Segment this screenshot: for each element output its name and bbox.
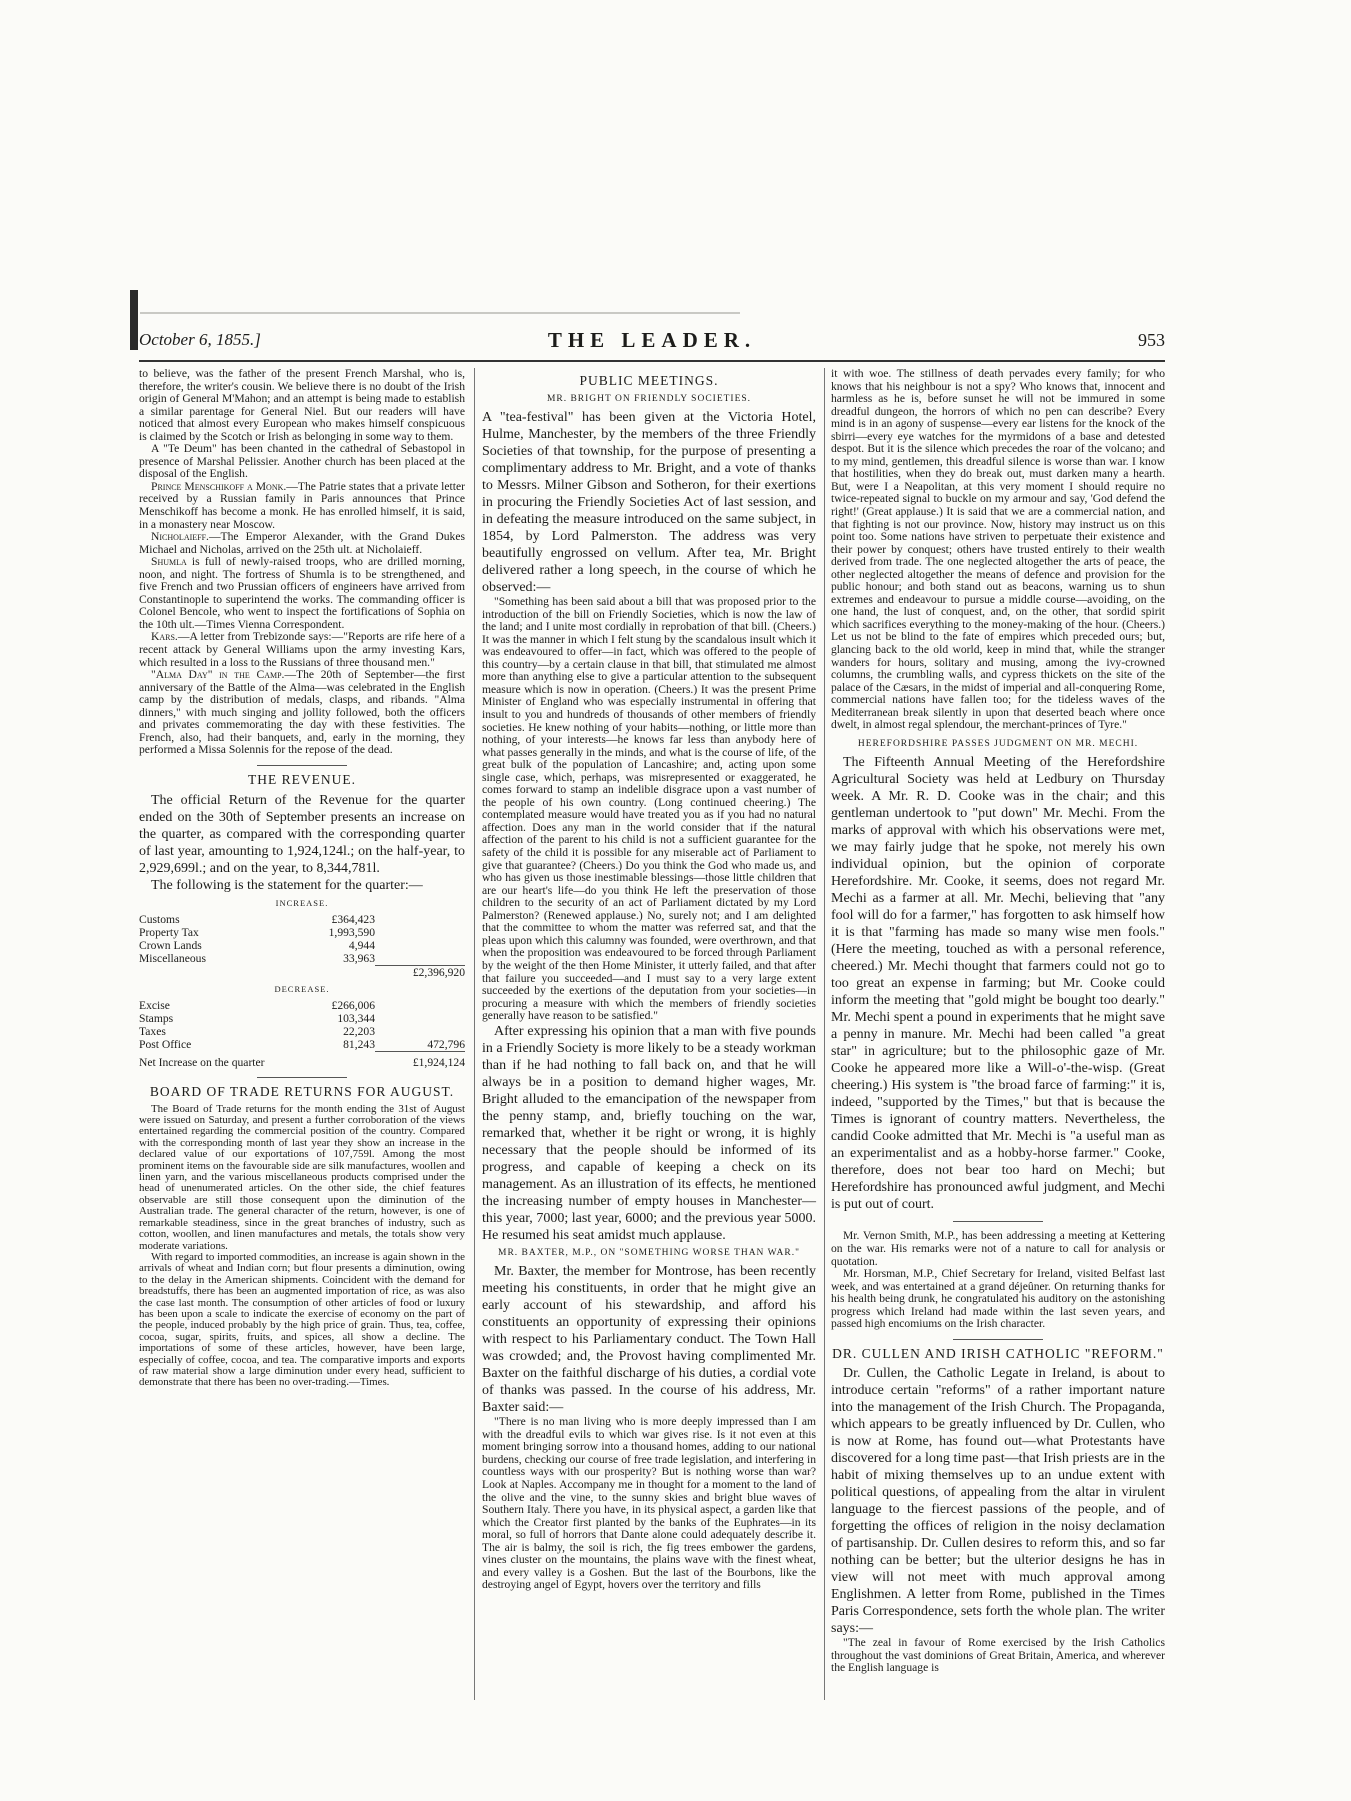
increase-total: £2,396,920	[375, 965, 465, 979]
net-label: Net Increase on the quarter	[139, 1055, 265, 1069]
column-2	[482, 368, 816, 1592]
paragraph: Mr. Vernon Smith, M.P., has been addressing a meeting at Kettering on the war. His remarks were not of a nature to call for analysis or quotation.	[831, 1229, 1165, 1268]
section-divider	[257, 1077, 347, 1078]
decrease-table	[139, 999, 465, 1069]
column-1	[139, 368, 465, 1389]
page-header	[139, 330, 1165, 356]
paragraph-lead: "Alma Day" in the Camp.	[151, 668, 285, 682]
paragraph: "Something has been said about a bill that was proposed prior to the introduction of the bill on Friendly Societies, which is now the law of the land; and I unite most cordially in reprobation of that bill. (Cheers.) It was the manner in which I felt stung by the scandalous insult which it was endeavoured to offer—in fact, which was offered to the people of this country—by a certain clause in that bill, that stimulated me almost more than anything else to give a particular attention to the subsequent measure which is now in operation. (Cheers.) It was the present Prime Minister of England who was especially instrumental in offering that insult to you and hundreds of thousands of other members of friendly societies. He knew nothing of your habits—nothing, or little more than nothing, of your interests—he knows far less than anybody here of what passes generally in the minds, and what is the course of life, of the great bulk of the population of Lancashire; and, acting upon some single case, which, perhaps, was misrepresented or exaggerated, he comes forward to stamp an indelible disgrace upon a vast number of the people of his own country. (Long continued cheering.) The contemplated measure would have treated you as if you had no natural affection. Does any man in the world consider that if the natural affection of the parent to his child is not a sufficient guarantee for the safety of the child it is possible for any miserable act of Parliament to give that guarantee? (Cheers.) Do you think the God who made us, and who has given us those inestimable blessings—those little children that are our heart's life—do you think He left the preservation of those children to the security of an act of Parliament dictated by my Lord Palmerston? (Renewed applause.) No, surely not; and I am delighted that the committee to whom the matter was referred sat, and that the pleas upon which this calumny was founded, were overthrown, and that when the proposition was endeavoured to be forced through Parliament by the weight of the then Home Minister, it utterly failed, and that after that failure you succeeded—and I must say to a very large extent succeeded by the exertions of the deputation from your societies—in procuring a measure with which the members of friendly societies generally have reason to be satisfied."	[482, 595, 816, 1023]
increase-table	[139, 913, 465, 979]
paragraph: it with woe. The stillness of death pervades every family; for who knows that his neighbour is not a spy? Who knows that, innocent and harmless as he is, before sunset he will not be immured in some dreadful dungeon, the horrors of which no pen can describe? Every mind is in an agony of suspense—every ear listens for the knock of the sbirri—every eye watches for the myrmidons of a base and detested despot. But it is the silence which precedes the roar of the volcano; and to my mind, gentlemen, this dreadful silence is worse than war. I know that hostilities, when they do break out, must darken many a hearth. But, were I a Neapolitan, at this very moment I should require no twice-repeated signal to buckle on my armour and say, 'God defend the right!' (Great applause.) It is said that we are a commercial nation, and that fighting is not our province. Now, history may instruct us on this point too. Some nations have striven to perpetuate their existence and their power by conquest; others have trusted entirely to their wealth derived from trade. The one neglected altogether the arts of peace, the other neglected altogether the means of defence and provision for the public honour; and both stand out as beacons, warning us to shun extremes and endeavour to pursue a middle course—avoiding, on the one hand, the lust of conquest, and, on the other, that sordid spirit which sacrifices everything to the money-making of the hour. (Cheers.) Let us not be blind to the fate of empires which preceded ours; but, glancing back to the old world, keep in mind that, while the stranger wanders for hours, solitary and musing, among the ivy-crowned columns, the crumbling walls, and cypress thickets on the site of the palace of the Cæsars, in the midst of imperial and all-conquering Rome, commercial nations have fallen too; for the tideless waves of the Mediterranean break silently in upon that deserted beach where once dwelt, in almost regal splendour, the merchant-princes of Tyre."	[831, 367, 1165, 732]
table-row: Taxes 22,203	[139, 1025, 375, 1039]
table-row: Customs £364,423	[139, 913, 375, 927]
paragraph: to believe, was the father of the present French Marshal, who is, therefore, the writer's cousin. We believe there is no doubt of the Irish origin of General M'Mahon; and an attempt is being made to establish a similar parentage for General Niel. But our readers will have noticed that almost every European who makes himself conspicuous is claimed by the Scotch or Irish as belonging in some way to them.	[139, 367, 465, 443]
paragraph: With regard to imported commodities, an increase is again shown in the arrivals of wheat and Indian corn; but flour presents a diminution, owing to the delay in the American shipments. Coincident with the demand for breadstuffs, there has been an augmented importation of rice, as was also the case last month. The consumption of other articles of food or luxury has been upon a scale to indicate the exercise of economy on the part of the people, induced probably by the high price of grain. Thus, tea, coffee, cocoa, sugar, spirits, fruits, and spices, all show a decline. The importations of some of these articles, however, have been large, especially of coffee, cocoa, and tea. The comparative imports and exports of raw material show a large diminution under every head, sufficient to demonstrate that there has been no over-trading.—Times.	[139, 1250, 465, 1389]
table-row: Excise £266,006	[139, 999, 375, 1013]
subhead: MR. BRIGHT ON FRIENDLY SOCIETIES.	[546, 393, 752, 404]
paragraph: The following is the statement for the quarter:—	[151, 877, 423, 893]
paragraph: The Fifteenth Annual Meeting of the Herefordshire Agricultural Society was held at Ledbury on Thursday week. A Mr. R. D. Cooke was in the chair; and this gentleman undertook to "put down" Mr. Mechi. From the marks of approval with which his observations were met, we may fairly judge that he spoke, not merely his own individual opinion, but the opinion of corporate Herefordshire. Mr. Cooke, it seems, does not regard Mr. Mechi as a farmer at all. Mr. Mechi, believing that "any fool will do for a farmer," has forgotten to ask himself how it is that "farming has made so many wise men fools." (Here the meeting, touched as with a personal reference, cheered.) Mr. Mechi thought that farmers could not go to too great an expense in farming; but Mr. Cooke could inform the meeting that "gold might be bought too dearly." Mr. Mechi spent a pound in experiments that he might save a penny in manure. Mr. Mechi had been called "a great star" in agriculture; but to the philosophic gaze of Mr. Cooke he appeared more like a Will-o'-the-wisp. (Great cheering.) His system is "the broad farce of farming:" it is, indeed, "supported by the Times," but that is because the Times is ignorant of country matters. Nevertheless, the candid Cooke admitted that Mr. Mechi is "a useful man as an experimentalist and as a hobby-horse farmer." Cooke, therefore, does not bear too hard on Mechi; but Herefordshire has pronounced awful judgment, and Mechi is put out of court.	[831, 755, 1165, 1213]
section-divider	[257, 765, 347, 766]
decrease-total: 472,796	[427, 1038, 465, 1052]
decrease-label: DECREASE.	[274, 983, 330, 994]
section-title-board-of-trade: BOARD OF TRADE RETURNS FOR AUGUST.	[149, 1084, 455, 1100]
section-title-dr-cullen: DR. CULLEN AND IRISH CATHOLIC "REFORM."	[832, 1345, 1164, 1361]
subhead: MR. BAXTER, M.P., ON "SOMETHING WORSE THAN WAR."	[498, 1247, 800, 1258]
paragraph-lead: Prince Menschikoff a Monk.	[151, 479, 287, 493]
masthead-title: THE LEADER.	[547, 328, 757, 352]
paragraph: The Board of Trade returns for the month ending the 31st of August were issued on Saturday, and present a further corroboration of the views entertained regarding the commercial position of the country. Compared with the corresponding month of last year they show an increase in the declared value of our exportations of 107,759l. Among the most prominent items on the favourable side are silk manufactures, woollen and linen yarn, and the various miscellaneous products comprised under the head of unenumerated articles. On the other side, the chief features observable are still those consequent upon the diminution of the Australian trade. The general character of the return, however, is one of remarkable steadiness, since in the great branches of industry, such as cotton, woollen, and linen manufactures and metals, the totals show very moderate variations.	[139, 1102, 465, 1252]
paragraph: A "tea-festival" has been given at the Victoria Hotel, Hulme, Manchester, by the members of the three Friendly Societies of that township, for the purpose of presenting a complimentary address to Mr. Bright, and a vote of thanks to Messrs. Milner Gibson and Sotheron, for their exertions in procuring the Friendly Societies Act of last session, and in defeating the measure introduced on the same subject, in 1854, by Lord Palmerston. The address was very beautifully engrossed on vellum. After tea, Mr. Bright delivered rather a long speech, in the course of which he observed:—	[482, 410, 816, 596]
table-row: Property Tax 1,993,590	[139, 926, 375, 940]
section-divider	[953, 1221, 1043, 1222]
page-number: 953	[1138, 330, 1165, 350]
table-row: Miscellaneous 33,963	[139, 952, 375, 966]
paragraph: Prince Menschikoff a Monk.—The Patrie states that a private letter received by a Russian family in Paris announces that Prince Menschikoff has become a monk. He has enrolled himself, it is said, in a monastery near Moscow.	[139, 479, 465, 531]
section-title-revenue: THE REVENUE.	[248, 771, 356, 787]
paragraph-lead: Kars.	[151, 630, 178, 644]
column-rule-1	[474, 368, 475, 1700]
header-rule	[139, 360, 1165, 362]
paragraph: Kars.—A letter from Trebizonde says:—"Reports are rife here of a recent attack by General Williams upon the army investing Kars, which resulted in a loss to the Russians of three thousand men."	[139, 630, 465, 669]
paragraph: "There is no man living who is more deeply impressed than I am with the dreadful evils to which war gives rise. Is it not even at this moment bringing sorrow into a thousand homes, adding to our national burdens, checking our course of free trade legislation, and interfering in countless ways with our prosperity? But is nothing worse than war? Look at Naples. Accompany me in thought for a moment to the land of the olive and the vine, to the sunny skies and bright blue waves of Southern Italy. There you have, in its physical aspect, a garden like that which the Creator first planted by the banks of the Euphrates—in its moral, so full of horrors that Dante alone could adequately describe it. The air is balmy, the soil is rich, the fig trees embower the gardens, vines cluster on the mountains, the plains wave with the finest wheat, and every valley is a Goshen. But the last of the Bourbons, like the destroying angel of Egypt, hovers over the territory and fills	[482, 1415, 816, 1592]
section-divider	[953, 1339, 1043, 1340]
table-row	[139, 965, 465, 979]
column-rule-2	[824, 368, 825, 1700]
paragraph-lead: Nicholaieff.	[151, 530, 209, 544]
paragraph: Mr. Baxter, the member for Montrose, has been recently meeting his constituents, in order that he might give an early account of his stewardship, and afford his constituents an opportunity of expressing their opinions with respect to his Parliamentary conduct. The Town Hall was crowded; and, the Provost having complimented Mr. Baxter on the faithful discharge of his duties, a cordial vote of thanks was passed. In the course of his address, Mr. Baxter said:—	[482, 1264, 816, 1416]
paragraph: Dr. Cullen, the Catholic Legate in Ireland, is about to introduce certain "reforms" of a rather important nature into the management of the Irish Church. The Propaganda, which appears to be greatly influenced by Dr. Cullen, who is now at Rome, has found out—what Protestants have discovered for a long time past—that Irish priests are in the habit of mixing themselves up to an undue extent with political questions, of appealing from the altar in virulent language to the fiercest passions of the people, and of forgetting the offices of religion in the noisy declamation of partisanship. Dr. Cullen desires to reform this, and so far nothing can be better; but the ulterior designs he has in view will not meet with much approval among Englishmen. A letter from Rome, published in the Times Paris Correspondence, sets forth the whole plan. The writer says:—	[831, 1366, 1165, 1637]
section-title-public-meetings: PUBLIC MEETINGS.	[579, 373, 719, 388]
paragraph: The official Return of the Revenue for the quarter ended on the 30th of September presents an increase on the quarter, as compared with the corresponding quarter of last year, amounting to 1,924,124l.; on the half-year, to 2,929,699l.; and on the year, to 8,344,781l.	[139, 792, 465, 876]
paragraph: Shumla is full of newly-raised troops, who are drilled morning, noon, and night. The fortress of Shumla is to be strengthened, and five French and two Prussian officers of engineers have arrived from Constantinople to superintend the works. The commanding officer is Colonel Bencole, who went to inspect the fortifications of Sophia on the 10th ult.—Times Vienna Correspondent.	[139, 555, 465, 631]
table-row: Post Office 81,243 472,796	[139, 1038, 465, 1052]
paragraph: "Alma Day" in the Camp.—The 20th of September—the first anniversary of the Battle of the Alma—was celebrated in the English camp by the distribution of medals, clasps, and ribands. "Alma dinners," with much singing and jollity followed, both the officers and privates commemorating the day with these festivities. The French, also, had their banquets, and, early in the morning, they performed a Missa Solennis for the repose of the dead.	[139, 668, 465, 757]
newspaper-page	[139, 0, 1165, 1801]
paragraph: Mr. Horsman, M.P., Chief Secretary for Ireland, visited Belfast last week, and was entertained at a grand déjeûner. On returning thanks for his health being drunk, he congratulated his auditory on the astonishing progress which Ireland had made within the last seven years, and passed high encomiums on the Irish character.	[831, 1267, 1165, 1331]
column-3	[831, 368, 1165, 1675]
paragraph-lead: Shumla	[151, 555, 187, 569]
paragraph: Nicholaieff.—The Emperor Alexander, with the Grand Dukes Michael and Nicholas, arrived on the 25th ult. at Nicholaieff.	[139, 530, 465, 556]
issue-date: October 6, 1855.]	[139, 330, 261, 349]
table-row: Stamps 103,344	[139, 1012, 375, 1026]
subhead: HEREFORDSHIRE PASSES JUDGMENT ON MR. MECHI.	[857, 738, 1139, 749]
ink-smudge-left	[130, 290, 138, 350]
table-row: Crown Lands 4,944	[139, 939, 375, 953]
paragraph: After expressing his opinion that a man with five pounds in a Friendly Society is more likely to be a steady workman than if he had nothing to fall back on, and that he will always be in a position to demand higher wages, Mr. Bright alluded to the emancipation of the newspaper from the penny stamp, and, briefly touching on the war, remarked that, whether it be right or wrong, it is highly necessary that the people should be informed of its progress, and capable of keeping a check on its management. As an illustration of its effects, he mentioned the increasing number of empty houses in Manchester—this year, 7000; last year, 6000; and the previous year 5000. He resumed his seat amidst much applause.	[482, 1023, 816, 1243]
paragraph: "The zeal in favour of Rome exercised by the Irish Catholics throughout the vast dominions of Great Britain, America, and wherever the English language is	[831, 1636, 1165, 1675]
net-value: £1,924,124	[375, 1052, 465, 1070]
table-row	[139, 1052, 465, 1070]
increase-label: INCREASE.	[275, 897, 329, 908]
paragraph: A "Te Deum" has been chanted in the cathedral of Sebastopol in presence of Marshal Pelissier. Another church has been placed at the disposal of the English.	[139, 442, 465, 481]
